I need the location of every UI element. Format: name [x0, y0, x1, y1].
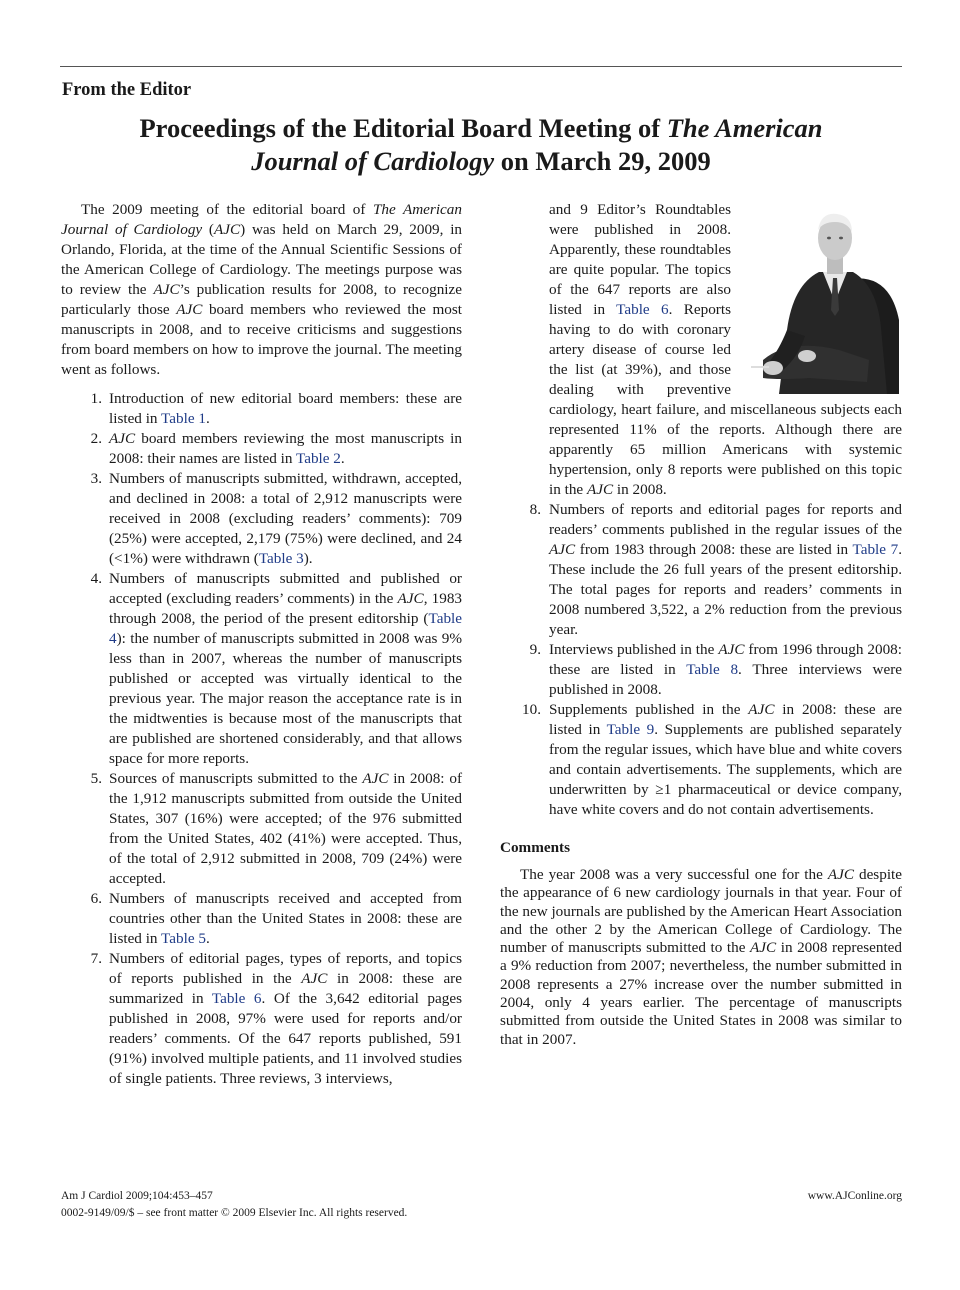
table-6-link[interactable]: Table 6	[211, 990, 262, 1007]
comments-heading: Comments	[500, 839, 571, 856]
left-column	[61, 200, 462, 1089]
list-item: 2. AJC board members reviewing the most manuscripts in 2008: their names are listed in Table 2.	[90, 430, 462, 467]
article-title: Proceedings of the Editorial Board Meeting of The American Journal of Cardiology on March 29, 2009	[139, 113, 823, 176]
list-item: 5. Sources of manuscripts submitted to the AJC in 2008: of the 1,912 manuscripts submitted from outside the United States, 307 (16%) were accepted; of the 976 submitted from the United States, 402 (41%) were accepted. Thus, of the total of 2,912 submitted in 2008, 709 (24%) were accepted.	[90, 770, 463, 887]
table-4-link[interactable]: Table 4	[109, 610, 462, 647]
table-9-link[interactable]: Table 9	[606, 721, 655, 738]
table-2-link[interactable]: Table 2	[296, 450, 341, 467]
table-6-link-2[interactable]: Table 6	[616, 301, 669, 318]
table-7-link[interactable]: Table 7	[852, 541, 899, 558]
copyright-notice: 0002-9149/09/$ – see front matter © 2009 Elsevier Inc. All rights reserved.	[61, 1207, 408, 1219]
editor-portrait	[749, 210, 902, 394]
right-column	[500, 200, 902, 1049]
list-item: 7. Numbers of editorial pages, types of reports, and topics of reports published in the AJC in 2008: these are summarized in Table 6. Of the 3,642 editorial pages published in 2008, 97% were used for reports and/or readers’ comments. Of the 647 reports published, 591 (91%) involved multiple patients, and 11 involved studies of single patients. Three reviews, 3 interviews,	[90, 950, 463, 1087]
list-item: 3. Numbers of manuscripts submitted, withdrawn, accepted, and declined in 2008: a total of 2,912 manuscripts were received in 2008 (excluding readers’ comments): 709 (25%) were accepted, 2,179 (75%) were declined, and 24 (<1%) were withdrawn (Table 3).	[90, 470, 462, 567]
footer-citation-block	[61, 1188, 407, 1222]
comments-paragraph: The year 2008 was a very successful one for the AJC despite the appearance of 6 new cardiology journals in that year. Four of the new journals are published by the American Heart Association and the other 2 by the American College of Cardiology. The number of manuscripts submitted to the AJC in 2008 represented a 9% reduction from 2007; nevertheless, the number submitted in 2008 represents a 27% increase over the number submitted in 2004, only 4 years earlier. The percentage of manuscripts submitted from outside the United States in 2008 was similar to that in 2007.	[500, 866, 902, 1048]
intro-paragraph: The 2009 meeting of the editorial board of The American Journal of Cardiology (AJC) was held on March 29, 2009, in Orlando, Florida, at the time of the Annual Scientific Sessions of the American College of Cardiology. The meetings purpose was to review the AJC’s publication results for 2008, to recognize particularly those AJC board members who reviewed the most manuscripts in 2008, and to receive criticisms and suggestions from board members on how to improve the journal. The meeting went as follows.	[61, 201, 463, 378]
list-item: 9. Interviews published in the AJC from 1996 through 2008: these are listed in Table 8. Three interviews were published in 2008.	[529, 641, 902, 698]
list-item-continuation: and 9 Editor’s Roundtables were published in 2008. Apparently, these roundtables are quite popular. The topics of the 647 reports are also listed in Table 6. Reports having to do with coronary artery disease of course led the list (at 39%), and those dealing with preventive cardiology, heart failure, and miscellaneous subjects each represented 11% of the reports. Although there are apparently 65 million Americans with systemic hypertension, only 8 reports were published on this topic in the AJC in 2008.	[549, 201, 902, 498]
list-item: 4. Numbers of manuscripts submitted and published or accepted (excluding readers’ comments) in the AJC, 1983 through 2008, the period of the present editorship (Table 4): the number of manuscripts submitted in 2008 was 9% less than in 2007, whereas the number of manuscripts published or accepted was virtually identical to the previous year. The major reason the acceptance rate is in the midtwenties is because most of the manuscripts that are published are shortened considerably, and that allows space for more reports.	[90, 570, 462, 767]
list-item: 10. Supplements published in the AJC in 2008: these are listed in Table 9. Supplements are published separately from the regular issues, which have blue and white covers and contain advertisements. The supplements, which are underwritten by ≥1 pharmaceutical or device company, have white covers and do not contain advertisements.	[522, 701, 902, 818]
journal-citation: Am J Cardiol 2009;104:453–457	[61, 1190, 213, 1202]
header-rule	[60, 66, 902, 67]
list-item: 8. Numbers of reports and editorial pages for reports and readers’ comments published in the regular issues of the AJC from 1983 through 2008: these are listed in Table 7. These include the 26 full years of the present editorship. The total pages for reports and readers’ comments in 2008 numbered 3,522, a 2% reduction from the previous year.	[529, 501, 902, 638]
journal-website[interactable]: www.AJConline.org	[807, 1190, 902, 1202]
table-1-link[interactable]: Table 1	[161, 410, 206, 427]
meeting-agenda-list	[61, 389, 462, 1089]
meeting-agenda-list-continued	[500, 500, 902, 820]
section-label: From the Editor	[62, 80, 192, 100]
table-8-link[interactable]: Table 8	[686, 661, 739, 678]
list-item: 6. Numbers of manuscripts received and accepted from countries other than the United States in 2008: these are listed in Table 5.	[90, 890, 462, 947]
list-item: 1. Introduction of new editorial board members: these are listed in Table 1.	[90, 390, 462, 427]
table-5-link[interactable]: Table 5	[161, 930, 206, 947]
table-3-link[interactable]: Table 3	[258, 550, 304, 567]
